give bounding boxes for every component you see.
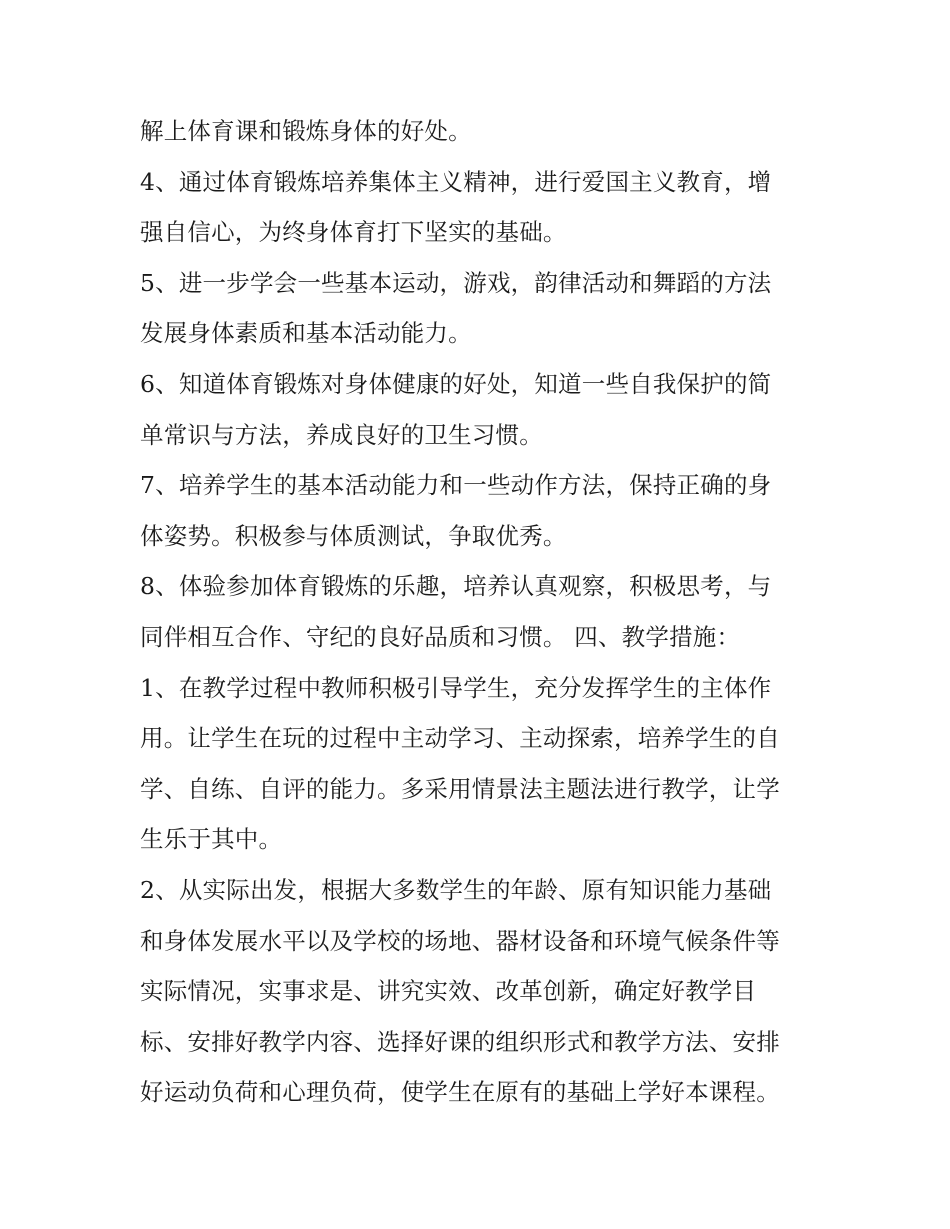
- text-line: 同伴相互合作、守纪的良好品质和习惯。 四、教学措施：: [140, 622, 741, 651]
- text-line: 7、培养学生的基本活动能力和一些动作方法，保持正确的身: [140, 471, 772, 500]
- text-line: 标、安排好教学内容、选择好课的组织形式和教学方法、安排: [140, 1027, 780, 1056]
- text-line: 好运动负荷和心理负荷，使学生在原有的基础上学好本课程。: [140, 1078, 780, 1107]
- text-line: 学、自练、自评的能力。多采用情景法主题法进行教学，让学: [140, 774, 780, 803]
- text-line: 8、体验参加体育锻炼的乐趣，培养认真观察，积极思考，与: [140, 572, 772, 601]
- text-line: 单常识与方法，养成良好的卫生习惯。: [140, 420, 543, 449]
- text-line: 强自信心，为终身体育打下坚实的基础。: [140, 218, 567, 247]
- text-line: 4、通过体育锻炼培养集体主义精神，进行爱国主义教育，增: [140, 167, 772, 196]
- text-line: 和身体发展水平以及学校的场地、器材设备和环境气候条件等: [140, 926, 780, 955]
- text-line: 用。让学生在玩的过程中主动学习、主动探索，培养学生的自: [140, 724, 780, 753]
- text-line: 生乐于其中。: [140, 825, 283, 854]
- text-line: 1、在教学过程中教师积极引导学生，充分发挥学生的主体作: [140, 673, 772, 702]
- text-line: 解上体育课和锻炼身体的好处。: [140, 117, 472, 145]
- text-line: 6、知道体育锻炼对身体健康的好处，知道一些自我保护的简: [140, 369, 772, 398]
- text-line: 2、从实际出发，根据大多数学生的年龄、原有知识能力基础: [140, 875, 772, 904]
- text-line: 发展身体素质和基本活动能力。: [140, 319, 472, 348]
- text-line: 体姿势。积极参与体质测试，争取优秀。: [140, 521, 567, 550]
- document-body: [140, 106, 815, 1118]
- text-line: 实际情况，实事求是、讲究实效、改革创新，确定好教学目: [140, 977, 757, 1006]
- text-line: 5、进一步学会一些基本运动，游戏，韵律活动和舞蹈的方法: [140, 268, 772, 297]
